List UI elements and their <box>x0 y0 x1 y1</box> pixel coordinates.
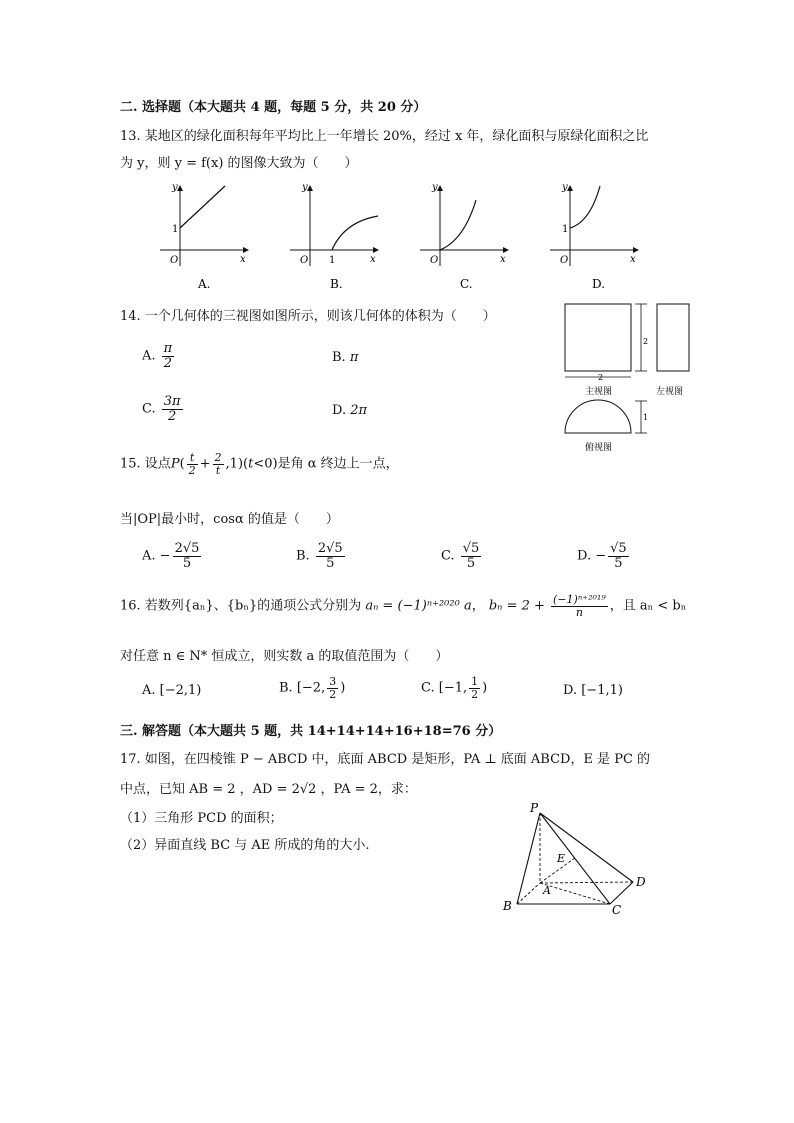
vertex-b-label: B <box>503 899 512 913</box>
q15-line1: 15. 设点P( $\frac{t}{2}$ + $\frac{2}{t}$ ,1)(t<0)是角 α 终边上一点， <box>120 451 399 477</box>
point-e-label: E <box>557 852 566 865</box>
q15-line2: 当|OP|最小时，cosα 的值是（ ） <box>120 512 339 527</box>
vertex-c-label: C <box>612 903 622 917</box>
axis-y-label: y <box>172 182 178 193</box>
svg-text:y: y <box>302 182 308 193</box>
axis-x-label: x <box>240 254 246 265</box>
q17-sub1: （1）三角形 PCD 的面积； <box>120 811 283 826</box>
q13-graph-c <box>420 182 508 291</box>
q17-pyramid-figure <box>495 798 660 918</box>
section-2-heading: 二. 选择题（本大题共 4 题，每题 5 分，共 20 分） <box>120 100 427 115</box>
dim-width: 2 <box>598 373 604 382</box>
q17-sub2: （2）异面直线 BC 与 AE 所成的角的大小. <box>120 838 370 853</box>
svg-text:O: O <box>560 255 569 266</box>
svg-text:y: y <box>432 182 438 193</box>
option-a-label: A. <box>198 277 211 291</box>
option-c-label: C. <box>460 277 473 291</box>
origin-label: O <box>170 255 179 266</box>
vertex-p-label: P <box>530 801 539 815</box>
vertex-a-label: A <box>543 884 551 897</box>
svg-text:O: O <box>300 255 309 266</box>
q16-option-b: B. [−2, $\frac{3}{2}$ ) <box>279 675 346 701</box>
q14-option-a: A. $\frac{\pi}{2}$ <box>142 341 173 371</box>
svg-text:y: y <box>562 182 568 193</box>
svg-text:x: x <box>630 254 636 265</box>
top-view-label: 俯视图 <box>585 443 613 453</box>
q13-graphs <box>150 178 670 293</box>
q16-line2: 对任意 n ∈ N* 恒成立，则实数 a 的取值范围为（ ） <box>120 649 449 664</box>
q14-option-b: B. π <box>332 350 359 365</box>
x-marker-label: 1 <box>329 255 336 266</box>
dim-height: 2 <box>643 337 649 346</box>
front-view-label: 主视图 <box>585 387 613 397</box>
q15-option-b: B. $\frac{2√5}{5}$ <box>296 541 343 571</box>
dim-top: 1 <box>643 413 649 422</box>
q16-option-a: A. [−2,1) <box>142 683 202 698</box>
vertex-d-label: D <box>636 875 646 889</box>
q13-graph-d <box>550 182 638 291</box>
q14-stem: 14. 一个几何体的三视图如图所示，则该几何体的体积为（ ） <box>120 309 496 324</box>
q13-graph-b <box>290 182 378 291</box>
q16-line1: 16. 若数列{aₙ}、{bₙ}的通项公式分别为 aₙ = (−1)ⁿ⁺²⁰²⁰ a， bₙ = 2 + $\frac{\text{(−1)ⁿ⁺²⁰¹⁹}}{n}$ ，且 aₙ < bₙ <box>120 593 687 619</box>
q13-graph-a <box>160 182 248 291</box>
option-b-label: B. <box>330 277 343 291</box>
q14-option-c: C. $\frac{3\pi}{2}$ <box>142 394 181 424</box>
q14-three-views <box>555 298 705 458</box>
q15-option-c: C. $\frac{√5}{5}$ <box>441 541 480 571</box>
q15-option-d: D. − $\frac{√5}{5}$ <box>577 541 627 571</box>
svg-text:1: 1 <box>562 224 569 235</box>
q13-line1: 13. 某地区的绿化面积每年平均比上一年增长 20%，经过 x 年，绿化面积与原绿化面积之比 <box>120 129 649 144</box>
q16-option-c: C. [−1, $\frac{1}{2}$ ) <box>421 675 488 701</box>
svg-text:x: x <box>370 254 376 265</box>
svg-text:x: x <box>500 254 506 265</box>
q13-line2: 为 y，则 y = f(x) 的图像大致为（ ） <box>120 156 358 171</box>
q16-option-d: D. [−1,1) <box>563 683 623 698</box>
q17-line2: 中点，已知 AB = 2 ，AD = 2√2 ，PA = 2，求： <box>120 782 417 797</box>
section-3-heading: 三. 解答题（本大题共 5 题，共 14+14+14+16+18=76 分） <box>120 724 502 739</box>
option-d-label: D. <box>592 277 606 291</box>
side-view-label: 左视图 <box>656 387 684 397</box>
svg-text:O: O <box>430 255 439 266</box>
y-intercept-label: 1 <box>172 224 179 235</box>
q17-line1: 17. 如图，在四棱锥 P − ABCD 中，底面 ABCD 是矩形，PA ⊥ 底面 ABCD，E 是 PC 的 <box>120 752 651 767</box>
q15-option-a: A. − $\frac{2√5}{5}$ <box>142 541 200 571</box>
q14-option-d: D. 2π <box>332 403 368 418</box>
